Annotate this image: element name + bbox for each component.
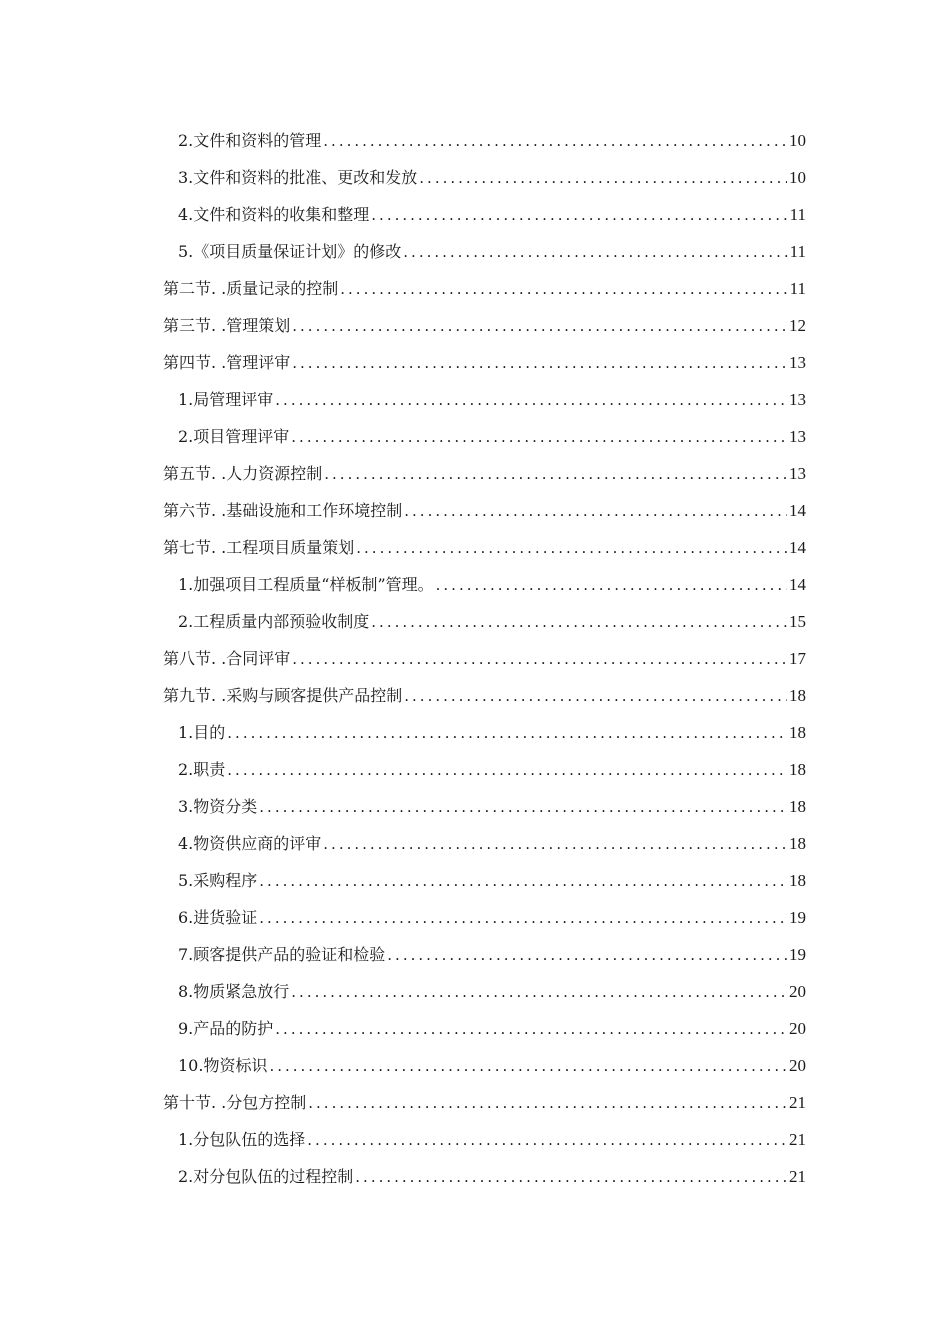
toc-dot-leader (340, 271, 787, 307)
toc-entry-title: 9.产品的防护 (178, 1019, 274, 1038)
toc-entry-title: 4.文件和资料的收集和整理 (178, 205, 370, 224)
toc-entry-title: 第十节. .分包方控制 (163, 1093, 307, 1112)
toc-entry[interactable] (163, 270, 806, 307)
toc-entry-title: 第五节. .人力资源控制 (163, 464, 323, 483)
toc-entry-title: 1.局管理评审 (178, 390, 274, 409)
toc-dot-leader (259, 863, 787, 899)
toc-entry-page-number: 14 (789, 575, 806, 594)
toc-entry[interactable] (163, 122, 806, 159)
toc-entry-title: 2.项目管理评审 (178, 427, 290, 446)
toc-entry-page-number: 20 (789, 1019, 806, 1038)
toc-entry-page-number: 19 (789, 945, 806, 964)
toc-entry-page-number: 21 (789, 1093, 806, 1112)
toc-entry-page-number: 14 (789, 538, 806, 557)
toc-entry-title: 第二节. .质量记录的控制 (163, 279, 339, 298)
toc-entry-page-number: 18 (789, 760, 806, 779)
toc-entry-page-number: 13 (789, 353, 806, 372)
toc-entry-title: 2.工程质量内部预验收制度 (178, 612, 370, 631)
toc-entry[interactable] (163, 159, 806, 196)
toc-entry-title: 4.物资供应商的评审 (178, 834, 322, 853)
toc-entry-page-number: 18 (789, 686, 806, 705)
toc-entry[interactable] (163, 1084, 806, 1121)
toc-entry-page-number: 18 (789, 723, 806, 742)
toc-entry[interactable] (163, 492, 806, 529)
toc-entry[interactable] (163, 418, 806, 455)
toc-dot-leader (291, 419, 787, 455)
toc-entry-title: 3.物资分类 (178, 797, 258, 816)
toc-entry[interactable] (163, 862, 806, 899)
toc-entry[interactable] (163, 788, 806, 825)
toc-entry-page-number: 20 (789, 1056, 806, 1075)
toc-entry-page-number: 13 (789, 427, 806, 446)
toc-entry[interactable] (163, 1158, 806, 1195)
toc-entry-title: 7.顾客提供产品的验证和检验 (178, 945, 386, 964)
toc-entry[interactable] (163, 899, 806, 936)
toc-entry-title: 8.物质紧急放行 (178, 982, 290, 1001)
toc-entry-title: 6.进货验证 (178, 908, 258, 927)
toc-entry-title: 第九节. .采购与顾客提供产品控制 (163, 686, 403, 705)
toc-dot-leader (371, 197, 787, 233)
toc-entry[interactable] (163, 1121, 806, 1158)
toc-entry-title: 2.文件和资料的管理 (178, 131, 322, 150)
toc-dot-leader (371, 604, 787, 640)
toc-dot-leader (292, 641, 787, 677)
toc-entry-page-number: 17 (789, 649, 806, 668)
toc-entry[interactable] (163, 825, 806, 862)
toc-dot-leader (404, 493, 787, 529)
toc-entry[interactable] (163, 455, 806, 492)
toc-entry-page-number: 10 (789, 131, 806, 150)
toc-entry-page-number: 11 (789, 279, 806, 298)
toc-entry-page-number: 18 (789, 834, 806, 853)
toc-entry[interactable] (163, 307, 806, 344)
toc-entry-title: 1.目的 (178, 723, 226, 742)
toc-entry[interactable] (163, 640, 806, 677)
toc-dot-leader (403, 234, 787, 270)
toc-dot-leader (291, 974, 787, 1010)
toc-dot-leader (323, 826, 787, 862)
toc-entry-page-number: 15 (789, 612, 806, 631)
toc-entry-page-number: 10 (789, 168, 806, 187)
toc-entry-title: 第八节. .合同评审 (163, 649, 291, 668)
toc-entry-title: 1.分包队伍的选择 (178, 1130, 306, 1149)
toc-entry[interactable] (163, 344, 806, 381)
toc-entry-title: 第三节. .管理策划 (163, 316, 291, 335)
toc-entry[interactable] (163, 196, 806, 233)
toc-dot-leader (355, 1159, 787, 1195)
table-of-contents (163, 122, 806, 1195)
toc-entry[interactable] (163, 936, 806, 973)
toc-dot-leader (419, 160, 787, 196)
toc-entry[interactable] (163, 714, 806, 751)
toc-entry-page-number: 19 (789, 908, 806, 927)
toc-dot-leader (269, 1048, 787, 1084)
toc-dot-leader (387, 937, 787, 973)
toc-entry-page-number: 20 (789, 982, 806, 1001)
toc-entry[interactable] (163, 1010, 806, 1047)
toc-entry-title: 3.文件和资料的批准、更改和发放 (178, 168, 418, 187)
toc-entry-title: 2.职责 (178, 760, 226, 779)
toc-dot-leader (307, 1122, 787, 1158)
toc-entry-title: 5.采购程序 (178, 871, 258, 890)
toc-entry-page-number: 13 (789, 464, 806, 483)
toc-entry-title: 2.对分包队伍的过程控制 (178, 1167, 354, 1186)
toc-entry-page-number: 13 (789, 390, 806, 409)
toc-dot-leader (292, 308, 787, 344)
toc-entry-title: 5.《项目质量保证计划》的修改 (178, 242, 402, 261)
toc-dot-leader (356, 530, 787, 566)
toc-entry-page-number: 11 (789, 242, 806, 261)
toc-dot-leader (275, 1011, 787, 1047)
toc-dot-leader (292, 345, 787, 381)
toc-entry[interactable] (163, 603, 806, 640)
toc-entry[interactable] (163, 751, 806, 788)
toc-dot-leader (275, 382, 787, 418)
toc-dot-leader (436, 567, 787, 603)
toc-dot-leader (308, 1085, 787, 1121)
toc-dot-leader (227, 752, 787, 788)
toc-entry-title: 1.加强项目工程质量“样板制”管理。 (178, 575, 434, 594)
toc-dot-leader (259, 900, 787, 936)
toc-entry-title: 第六节. .基础设施和工作环境控制 (163, 501, 403, 520)
toc-entry-page-number: 14 (789, 501, 806, 520)
toc-entry-title: 第四节. .管理评审 (163, 353, 291, 372)
toc-entry[interactable] (163, 233, 806, 270)
toc-dot-leader (324, 456, 787, 492)
toc-entry-page-number: 18 (789, 797, 806, 816)
toc-dot-leader (323, 123, 787, 159)
toc-entry-page-number: 12 (789, 316, 806, 335)
toc-entry[interactable] (163, 381, 806, 418)
toc-entry-page-number: 18 (789, 871, 806, 890)
toc-entry-page-number: 21 (789, 1130, 806, 1149)
toc-entry-page-number: 21 (789, 1167, 806, 1186)
toc-entry[interactable] (163, 529, 806, 566)
toc-entry[interactable] (163, 973, 806, 1010)
toc-entry[interactable] (163, 566, 806, 603)
toc-entry[interactable] (163, 1047, 806, 1084)
toc-dot-leader (227, 715, 787, 751)
toc-dot-leader (404, 678, 787, 714)
toc-entry-title: 第七节. .工程项目质量策划 (163, 538, 355, 557)
toc-entry[interactable] (163, 677, 806, 714)
toc-dot-leader (259, 789, 787, 825)
toc-entry-title: 10.物资标识 (178, 1056, 268, 1075)
toc-entry-page-number: 11 (789, 205, 806, 224)
